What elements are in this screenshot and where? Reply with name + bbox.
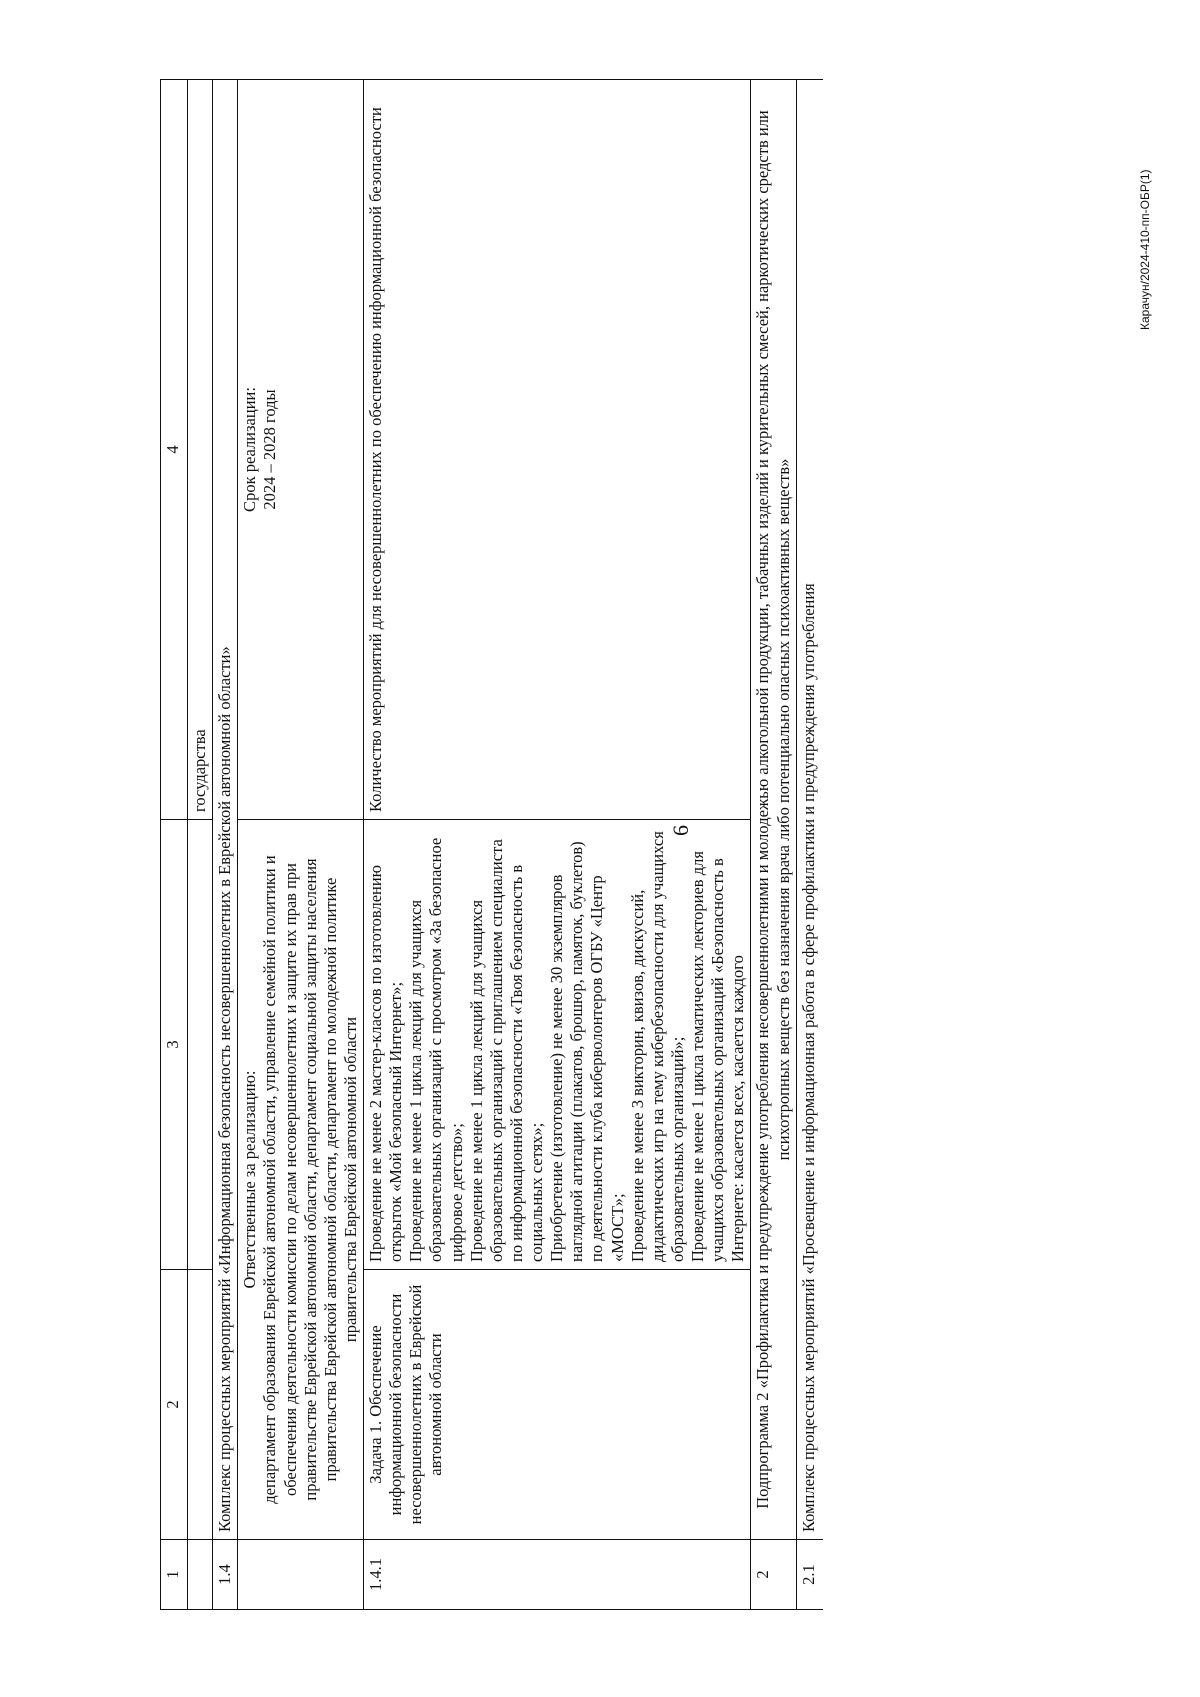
row-2-1-text: Комплекс процессных мероприятий «Просвещение и информационная работа в сфере профилактики и предупреждения употребления: [796, 80, 823, 1540]
row-responsible: [238, 80, 364, 1610]
header-col-4: 4: [161, 80, 188, 820]
row-1-4: [213, 80, 238, 1610]
row-1-4-num: 1.4: [213, 1540, 238, 1610]
program-table: [160, 79, 823, 1610]
responsible-text: департамент образования Еврейской автономной области, управление семейной политики и обеспечения деятельности комиссии по делам несовершеннолетних и защите их прав при правительстве Еврейской автономной области, департамент социальной защиты населения правительства Еврейской автономной области, департамент по молодежной политике правительства Еврейской автономной области: [260, 855, 360, 1504]
header-col-3: 3: [161, 820, 188, 1270]
row-2-1-num: 2.1: [796, 1540, 823, 1610]
responsible-heading: Ответственные за реализацию:: [240, 1070, 260, 1289]
row-2: [751, 80, 796, 1610]
header-col-1: 1: [161, 1540, 188, 1610]
period-text: Срок реализации: 2024 – 2028 годы: [238, 80, 364, 820]
header-row: [161, 80, 188, 1610]
indicator-text: Количество мероприятий для несовершеннолетних по обеспечению информационной безопасности: [364, 80, 751, 820]
row-2-1: [796, 80, 823, 1610]
row-1-4-1: [364, 80, 751, 1610]
document-code: Карачун/2024-410-пп-ОБР(1): [1138, 169, 1152, 330]
header-col-2: 2: [161, 1270, 188, 1540]
page-number: 6: [668, 825, 693, 836]
row-1-4-1-num: 1.4.1: [364, 1540, 751, 1610]
row-1-4-title: Комплекс процессных мероприятий «Информационная безопасность несовершеннолетних в Еврейской автономной области»: [213, 80, 238, 1540]
gosudarstva-text: государства: [188, 80, 213, 820]
row-gosudarstva: [188, 80, 213, 1610]
task-text: Задача 1. Обеспечение информационной безопасности несовершеннолетних в Еврейской автономной области: [364, 1270, 751, 1540]
row-2-num: 2: [751, 1540, 796, 1610]
measures-text: Проведение не менее 2 мастер-классов по изготовлению открыток «Мой безопасный Интернет»; Проведение не менее 1 цикла лекций для учащихся образовательных организаций с просмотром «За безопасное цифровое детство»; Проведение не менее 1 цикла лекций для учащихся образовательных организаций с приглашением специалиста по информационной безопасности «Твоя безопасность в социальных сетях»; Приобретение (изготовление) не менее 30 экземпляров наглядной агитации (плакатов, брошюр, памяток, буклетов) по деятельности клуба киберволонтеров ОГБУ «Центр «МОСТ»; Проведение не менее 3 викторин, квизов, дискуссий, дидактических игр на тему кибербезопасности для учащихся образовательных организаций»; Проведение не менее 1 цикла тематических лекториев для учащихся образовательных организаций «Безопасность в Интернете: касается всех, касается каждого: [364, 820, 751, 1270]
rotated-table-container: [160, 80, 1090, 1610]
subprogram-2-text: Подпрограмма 2 «Профилактика и предупреждение употребления несовершеннолетними и молодежью алкогольной продукции, табачных изделий и курительных смесей, наркотических средств или психотропных веществ без назначения врача либо потенциально опасных психоактивных веществ»: [751, 80, 796, 1540]
